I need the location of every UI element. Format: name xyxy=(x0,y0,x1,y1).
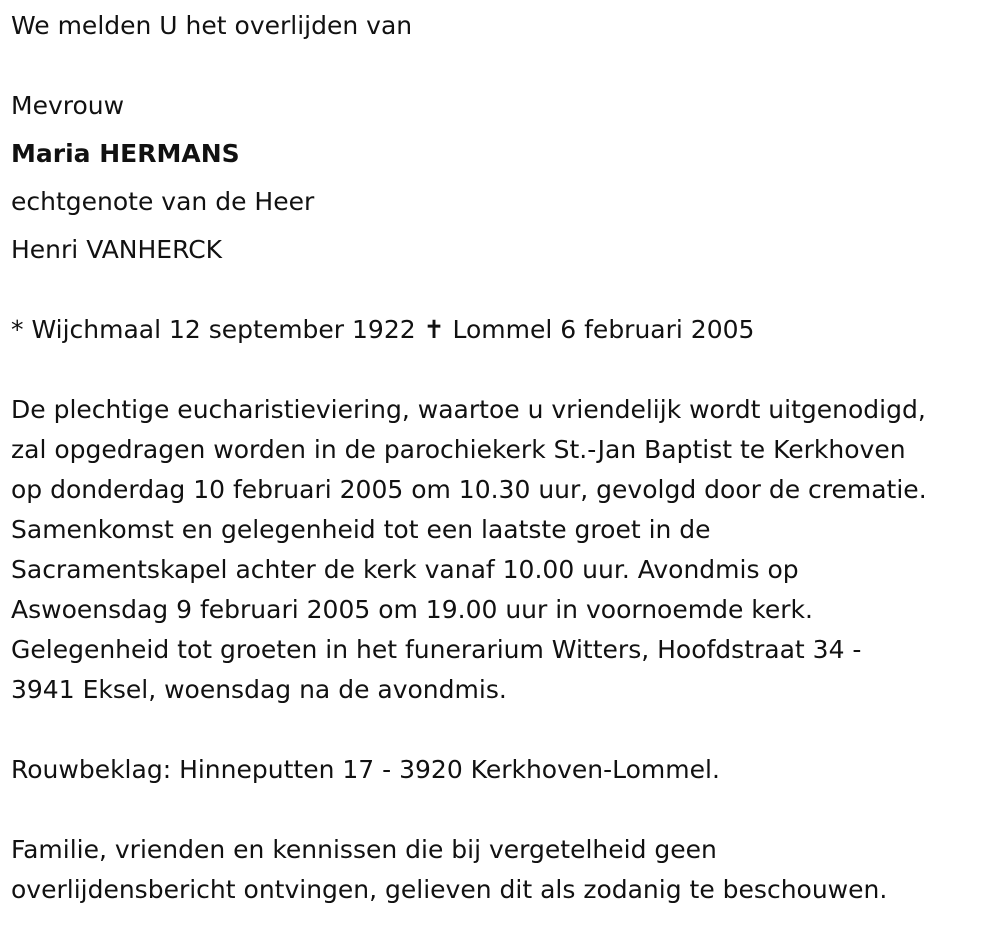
cross-icon: ✝ xyxy=(423,315,445,344)
ceremony-line: Aswoensdag 9 februari 2005 om 19.00 uur in voornoemde kerk. xyxy=(11,595,813,624)
ceremony-line: Samenkomst en gelegenheid tot een laatste groet in de xyxy=(11,515,711,544)
life-dates xyxy=(11,310,754,350)
ceremony-line: zal opgedragen worden in de parochiekerk St.-Jan Baptist te Kerkhoven xyxy=(11,435,906,464)
ceremony-line: De plechtige eucharistieviering, waartoe u vriendelijk wordt uitgenodigd, xyxy=(11,395,926,424)
ceremony-line: Sacramentskapel achter de kerk vanaf 10.00 uur. Avondmis op xyxy=(11,555,799,584)
closing-line: overlijdensbericht ontvingen, gelieven dit als zodanig te beschouwen. xyxy=(11,875,888,904)
death-info: Lommel 6 februari 2005 xyxy=(452,315,755,344)
spouse-name: Henri VANHERCK xyxy=(11,235,223,264)
birth-info: * Wijchmaal 12 september 1922 xyxy=(11,315,416,344)
relation-text: echtgenote van de Heer xyxy=(11,187,315,216)
intro-text: We melden U het overlijden van xyxy=(11,11,413,40)
honorific: Mevrouw xyxy=(11,91,125,120)
deceased-name: Maria HERMANS xyxy=(11,139,240,168)
closing-line: Familie, vrienden en kennissen die bij vergetelheid geen xyxy=(11,835,717,864)
ceremony-line: 3941 Eksel, woensdag na de avondmis. xyxy=(11,675,507,704)
ceremony-line: Gelegenheid tot groeten in het funerarium Witters, Hoofdstraat 34 - xyxy=(11,635,862,664)
ceremony-line: op donderdag 10 februari 2005 om 10.30 uur, gevolgd door de crematie. xyxy=(11,475,927,504)
condolence-address: Rouwbeklag: Hinneputten 17 - 3920 Kerkhoven-Lommel. xyxy=(11,755,720,784)
